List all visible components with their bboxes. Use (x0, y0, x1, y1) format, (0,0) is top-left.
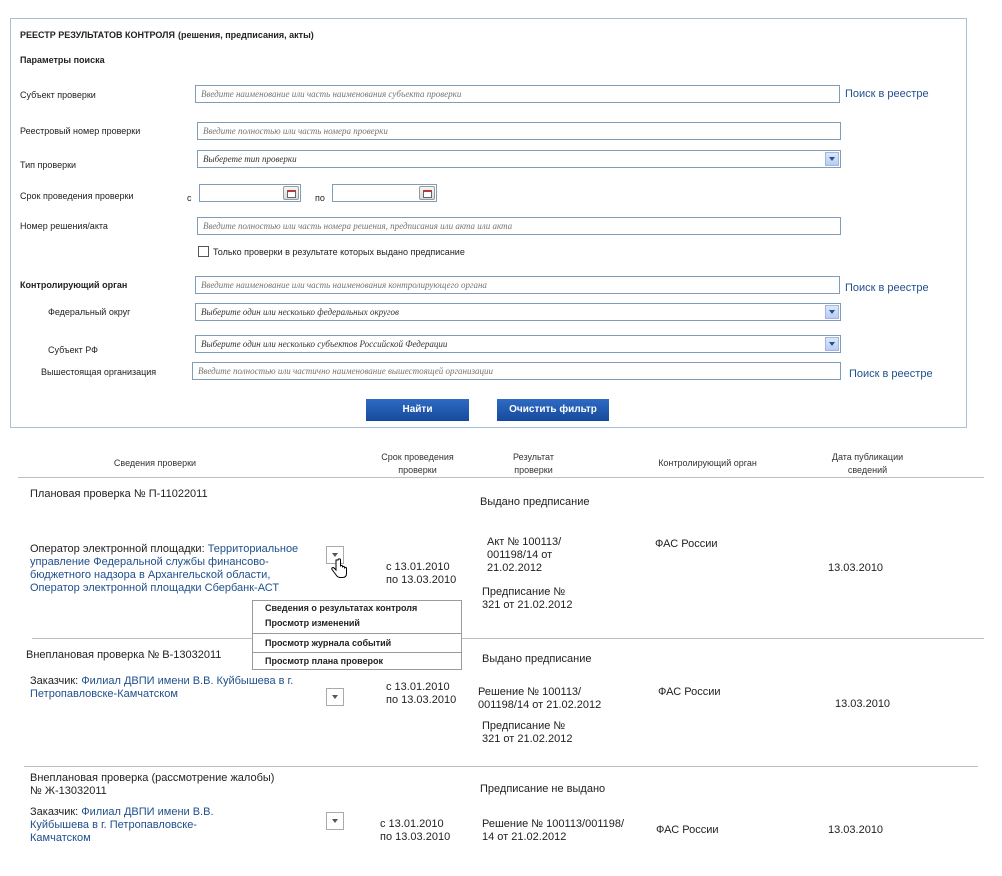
row2-body-link[interactable]: ФАС России (658, 686, 721, 698)
row1-result-status: Выдано предписание (480, 496, 590, 508)
clear-filter-button[interactable]: Очистить фильтр (497, 399, 609, 421)
subject-registry-search-link[interactable]: Поиск в реестре (845, 88, 929, 100)
menu-item-inspection-plan[interactable]: Просмотр плана проверок (265, 656, 384, 666)
col-header-body: Контролирующий орган (658, 458, 757, 468)
subject-label: Субъект проверки (20, 90, 96, 100)
regnum-input[interactable] (197, 122, 841, 140)
menu-separator (253, 633, 461, 634)
parent-org-registry-search-link[interactable]: Поиск в реестре (849, 368, 933, 380)
row2-divider (24, 766, 978, 767)
region-select-value: Выберите один или несколько субъектов Российской Федерации (201, 339, 448, 349)
col-header-info: Сведения проверки (113, 458, 197, 468)
decision-label: Номер решения/акта (20, 221, 108, 231)
row2-customer: Заказчик: Филиал ДВПИ имени В.В. Куйбышева в г. Петропавловске-Камчатском (30, 675, 294, 700)
row2-period: с 13.01.2010 по 13.03.2010 (386, 681, 457, 706)
row2-decision-link[interactable]: Решение № 100113/ 001198/14 от 21.02.2012 (478, 686, 602, 711)
region-select[interactable] (195, 335, 841, 353)
type-select-value: Выберете тип проверки (203, 154, 297, 164)
calendar-icon[interactable] (419, 186, 435, 200)
control-body-input[interactable] (195, 276, 840, 294)
header-divider (18, 477, 984, 478)
control-body-registry-search-link[interactable]: Поиск в реестре (845, 282, 929, 294)
calendar-icon[interactable] (283, 186, 299, 200)
date-to-input[interactable] (332, 184, 437, 202)
find-button[interactable]: Найти (366, 399, 469, 421)
regnum-label: Реестровый номер проверки (20, 126, 141, 136)
row2-prescription-link[interactable]: Предписание № 321 от 21.02.2012 (482, 720, 573, 745)
row2-title: Внеплановая проверка № В-13032011 (26, 649, 222, 661)
menu-item-event-log[interactable]: Просмотр журнала событий (265, 638, 392, 648)
only-prescription-label: Только проверки в результате которых выдано предписание (213, 247, 465, 257)
row1-title: Плановая проверка № П-11022011 (30, 488, 208, 500)
parent-org-label: Вышестоящая организация (41, 367, 157, 377)
parent-org-input[interactable] (192, 362, 841, 380)
row1-divider (32, 638, 984, 639)
row1-pub-date: 13.03.2010 (828, 562, 884, 574)
row2-pub-date: 13.03.2010 (835, 698, 891, 710)
chevron-down-icon[interactable] (825, 305, 839, 319)
region-label: Субъект РФ (48, 345, 98, 355)
period-from-label: с (187, 193, 192, 203)
row1-operator: Оператор электронной площадки: Территориальное управление Федеральной службы финансово- бюджетного надзора в Архангельской области, Оператор электронной площадки Сбербанк-АСТ (30, 543, 299, 594)
menu-item-control-results[interactable]: Сведения о результатах контроля (265, 603, 418, 613)
subject-input[interactable] (195, 85, 840, 103)
col-header-period: Срок проведения проверки (381, 452, 454, 475)
hand-cursor-icon (330, 558, 348, 580)
row1-act-link[interactable]: Акт № 100113/ 001198/14 от 21.02.2012 (487, 536, 562, 574)
period-label: Срок проведения проверки (20, 191, 134, 201)
only-prescription-checkbox[interactable] (198, 246, 209, 257)
row1-operator-link[interactable]: Территориальное (207, 543, 299, 555)
row1-period: с 13.01.2010 по 13.03.2010 (386, 561, 457, 586)
row3-pub-date: 13.03.2010 (828, 824, 884, 836)
date-from-input[interactable] (199, 184, 301, 202)
row2-actions-dropdown[interactable] (326, 688, 344, 706)
type-label: Тип проверки (20, 160, 77, 170)
control-body-label: Контролирующий орган (20, 280, 128, 290)
row3-title: Внеплановая проверка (рассмотрение жалобы) № Ж-13032011 (30, 772, 275, 797)
row3-result-status: Предписание не выдано (480, 783, 606, 795)
row3-actions-dropdown[interactable] (326, 812, 344, 830)
menu-item-view-changes[interactable]: Просмотр изменений (265, 618, 360, 628)
row3-body-link[interactable]: ФАС России (656, 824, 719, 836)
fed-district-select[interactable] (195, 303, 841, 321)
row2-result-status: Выдано предписание (482, 653, 592, 665)
row3-customer: Заказчик: Филиал ДВПИ имени В.В. Куйбышева в г. Петропавловске- Камчатском (30, 806, 214, 844)
chevron-down-icon[interactable] (825, 337, 839, 351)
row1-body-link[interactable]: ФАС России (655, 538, 718, 550)
menu-separator (253, 652, 461, 653)
page-title: РЕЕСТР РЕЗУЛЬТАТОВ КОНТРОЛЯ (решения, предписания, акты) (20, 30, 314, 40)
fed-district-select-value: Выберите один или несколько федеральных округов (201, 307, 399, 317)
row3-period: с 13.01.2010 по 13.03.2010 (380, 818, 451, 843)
col-header-pubdate: Дата публикации сведений (831, 452, 904, 475)
period-to-label: по (315, 193, 325, 203)
row-actions-menu (252, 600, 462, 670)
fed-district-label: Федеральный округ (48, 307, 131, 317)
col-header-result: Результат проверки (513, 452, 554, 475)
row1-prescription-link[interactable]: Предписание № 321 от 21.02.2012 (482, 586, 573, 611)
decision-input[interactable] (197, 217, 841, 235)
chevron-down-icon[interactable] (825, 152, 839, 166)
row3-decision-link[interactable]: Решение № 100113/001198/ 14 от 21.02.2012 (482, 818, 625, 843)
type-select[interactable] (197, 150, 841, 168)
search-params-heading: Параметры поиска (20, 55, 105, 65)
